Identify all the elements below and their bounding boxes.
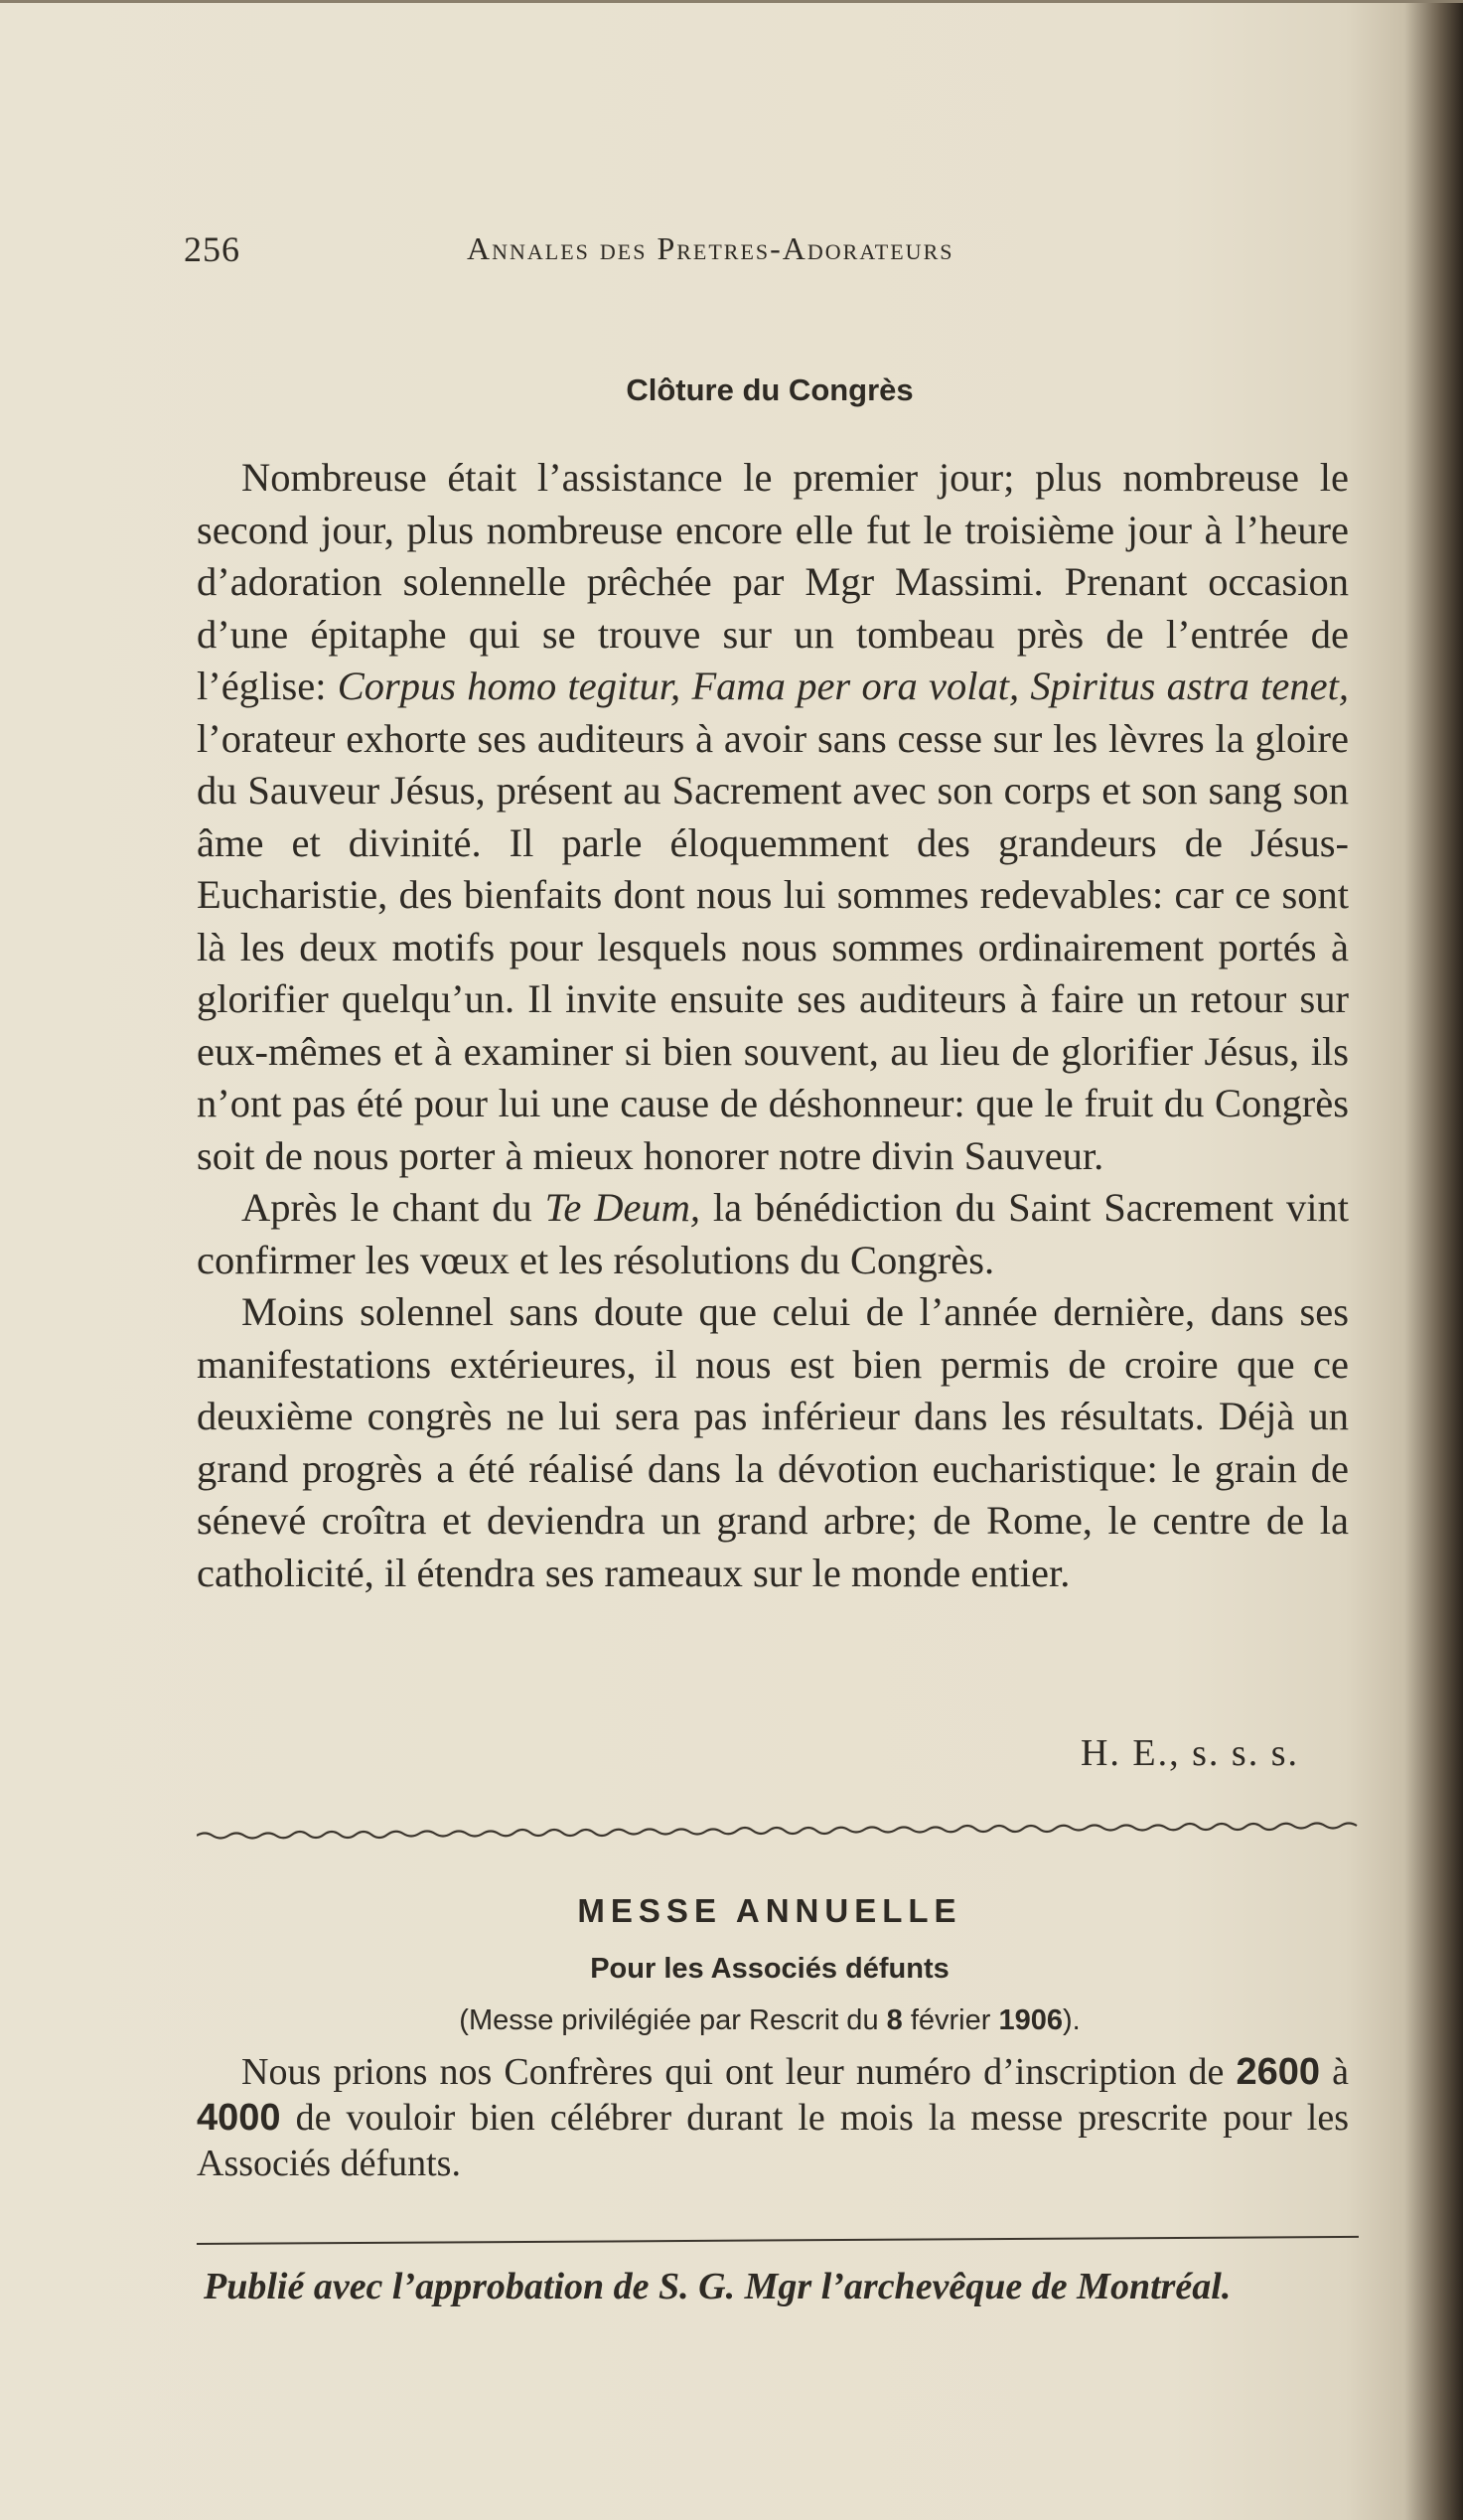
paragraph-1-text-b: l’orateur exhorte ses auditeurs à avoir sans cesse sur les lèvres la gloire du Sauveur Jésus, présent au Sacrement avec son corps et son sang son âme et divinité. Il parle éloquemment des grandeurs de Jésus-Eucharistie, des bienfaits dont nous lui sommes redevables: car ce sont là les deux motifs pour lesquels nous sommes ordinairement portés à glorifier quelqu’un. Il invite ensuite ses auditeurs à faire un retour sur eux-mêmes et à examiner si bien souvent, au lieu de glorifier Jésus, ils n’ont pas été pour lui une cause de déshonneur: que le fruit du Congrès soit de nous porter à mieux honorer notre divin Sauveur. <box>197 715 1349 1178</box>
mass-subtitle: Pour les Associés défunts <box>590 1953 950 1985</box>
number-to: 4000 <box>197 2097 281 2139</box>
mass-text-mid: à <box>1320 2051 1349 2093</box>
mass-note-prefix: (Messe privilégiée par Rescrit du <box>459 2004 887 2036</box>
mass-announcement <box>197 2049 1349 2186</box>
author-signature: H. E., s. s. s. <box>1080 1732 1299 1774</box>
epitaph-quote: Corpus homo tegitur, Fama per ora volat, Spiritus astra tenet, <box>337 664 1349 708</box>
paragraph-3: Moins solennel sans doute que celui de l’année dernière, dans ses manifestations extérieures, il nous est bien permis de croire que ce deuxième congrès ne lui sera pas inférieur dans les résultats. Déjà un grand progrès a été réalisé dans la dévotion eucharistique: le grain de sénevé croîtra et deviendra un grand arbre; de Rome, le centre de la catholicité, il étendra ses rameaux sur le monde entier. <box>197 1289 1349 1595</box>
running-title: Annales des Pretres-Adorateurs <box>467 230 954 266</box>
page-number: 256 <box>184 229 240 269</box>
paragraph-1-text-a: Nombreuse était l’assistance le premier jour; plus nombreuse le second jour, plus nombreuse encore elle fut le troisième jour à l’heure d’adoration solennelle prêchée par Mgr Massimi. Prenant occasion d’une épitaphe qui se trouve sur un tombeau près de l’entrée de l’église: <box>197 455 1349 708</box>
bottom-divider <box>197 2236 1359 2245</box>
mass-text-b: de vouloir bien célébrer durant le mois la messe prescrite pour les Associés défunts. <box>197 2097 1349 2184</box>
paragraph-2-text-a: Après le chant du <box>241 1185 545 1230</box>
mass-note-year: 1906 <box>998 2004 1063 2036</box>
mass-note-month: février <box>902 2004 999 2036</box>
closing-article <box>197 452 1349 1599</box>
mass-text-a: Nous prions nos Confrères qui ont leur numéro d’inscription de <box>241 2051 1237 2093</box>
mass-paragraph <box>197 2049 1349 2186</box>
paragraph-1 <box>197 452 1349 1182</box>
section-title: Clôture du Congrès <box>626 372 914 407</box>
imprimatur-line: Publié avec l’approbation de S. G. Mgr l’archevêque de Montréal. <box>204 2266 1232 2307</box>
mass-note-suffix: ). <box>1062 2004 1081 2036</box>
mass-note <box>199 2004 1341 2037</box>
wavy-divider <box>197 1820 1359 1844</box>
mass-title: MESSE ANNUELLE <box>577 1892 962 1929</box>
paragraph-2 <box>197 1182 1349 1286</box>
te-deum-quote: Te Deum, <box>544 1185 701 1230</box>
top-edge-rule <box>0 0 1463 3</box>
page-header <box>184 228 1356 278</box>
number-from: 2600 <box>1236 2051 1320 2093</box>
paragraph-2-text-b: la bénédiction du Saint Sacrement vint confirmer les vœux et les résolutions du Congrès. <box>197 1185 1349 1282</box>
mass-note-day: 8 <box>886 2004 903 2036</box>
